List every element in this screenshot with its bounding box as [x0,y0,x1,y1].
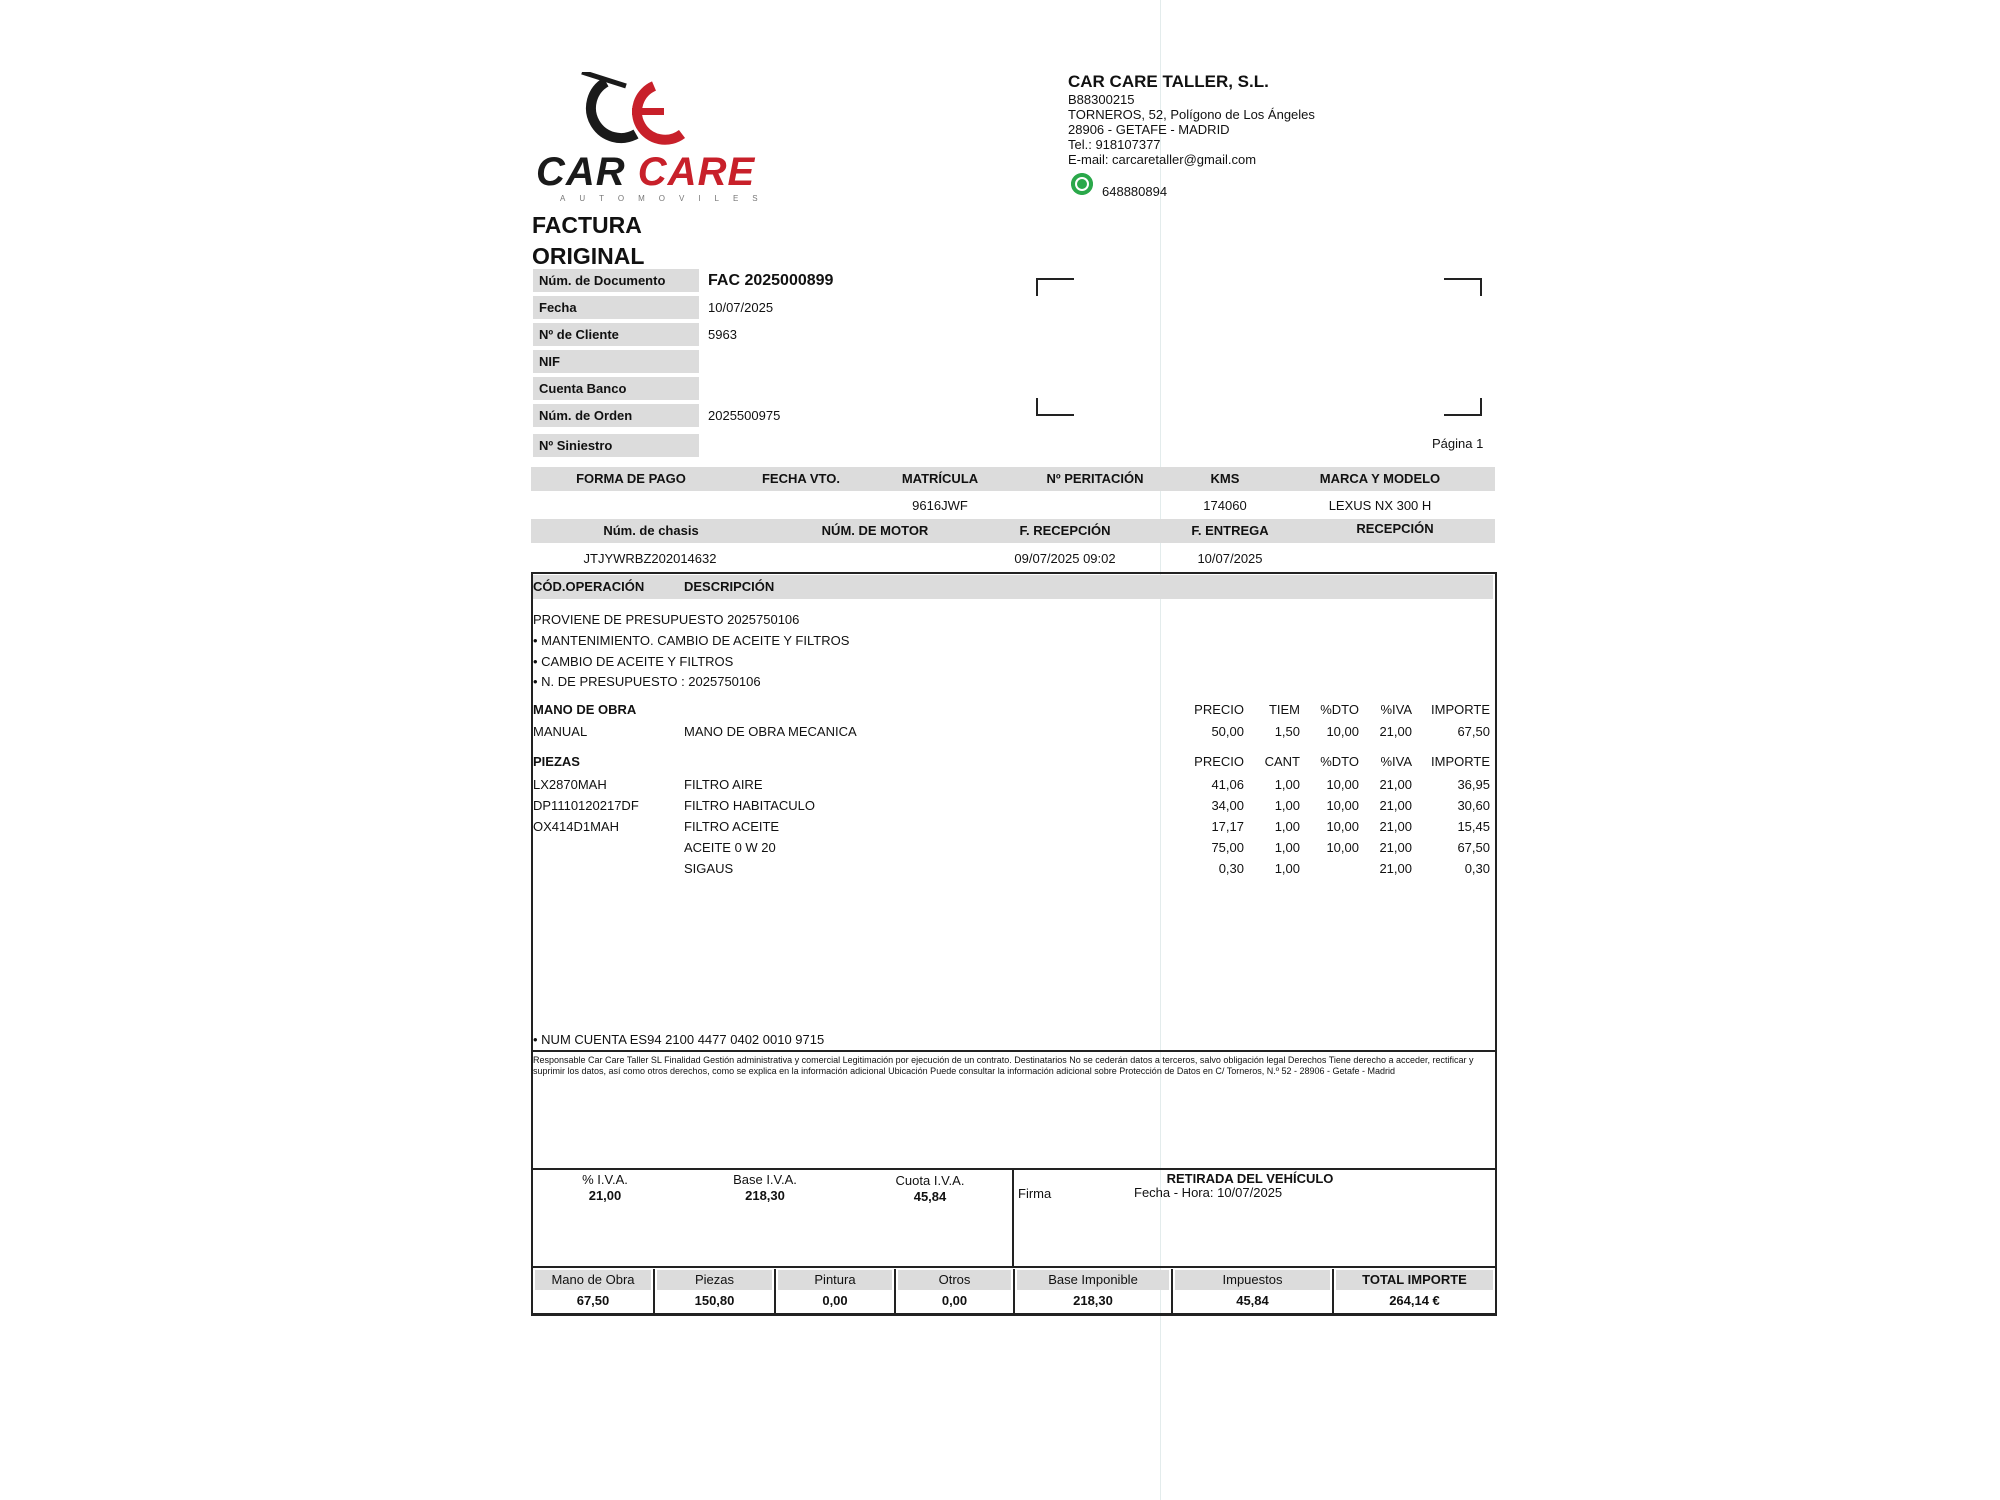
row-importe: 0,30 [1464,861,1490,876]
total-value: 218,30 [1073,1293,1113,1308]
total-cell-piezas [653,1269,774,1313]
total-cell-mano-obra [531,1269,653,1313]
row-code: LX2870MAH [533,777,607,792]
vat-base-label: Base I.V.A. [733,1172,797,1187]
row-precio: 50,00 [1211,724,1244,739]
divider [531,1050,1497,1052]
title-line-1: FACTURA [532,212,642,238]
total-label: Pintura [778,1270,892,1290]
row-precio: 17,17 [1211,819,1244,834]
row-desc: FILTRO HABITACULO [684,798,815,813]
company-email: E-mail: carcaretaller@gmail.com [1068,152,1257,167]
vat-pct-label: % I.V.A. [582,1172,628,1187]
chassis-value-chasis: JTJYWRBZ202014632 [583,551,717,566]
row-iva: 21,00 [1379,819,1412,834]
total-label: TOTAL IMPORTE [1336,1270,1493,1290]
row-desc: SIGAUS [684,861,734,876]
divider [1012,1168,1014,1266]
total-label: Base Imponible [1017,1270,1169,1290]
vat-cuota-label: Cuota I.V.A. [895,1173,965,1188]
address-corner-tl [1036,278,1074,296]
vat-pct-value: 21,00 [588,1188,622,1203]
parts-col-cantidad: CANT [1264,754,1300,769]
vehicle-col-forma-pago: FORMA DE PAGO [576,471,686,486]
row-dto: 10,00 [1326,819,1359,834]
field-value-orden: 2025500975 [708,408,781,423]
chassis-col-chasis: Núm. de chasis [603,523,699,538]
total-value: 45,84 [1236,1293,1269,1308]
chassis-col-motor: NÚM. DE MOTOR [821,523,929,538]
field-value-fecha: 10/07/2025 [708,300,774,315]
address-corner-tr [1444,278,1482,296]
note-line: • N. DE PRESUPUESTO : 2025750106 [533,674,761,689]
row-iva: 21,00 [1379,777,1412,792]
address-corner-bl [1036,398,1074,416]
company-address-2: 28906 - GETAFE - MADRID [1068,122,1230,137]
row-desc: ACEITE 0 W 20 [684,840,776,855]
labor-col-iva: %IVA [1380,702,1412,717]
row-precio: 34,00 [1211,798,1244,813]
address-corner-br [1444,398,1482,416]
note-line: • CAMBIO DE ACEITE Y FILTROS [533,654,734,669]
field-label-documento: Núm. de Documento [533,269,699,292]
note-line: PROVIENE DE PRESUPUESTO 2025750106 [533,612,800,627]
ops-col-descripcion: DESCRIPCIÓN [684,579,775,594]
company-address-1: TORNEROS, 52, Polígono de Los Ángeles [1068,107,1315,122]
field-label-fecha: Fecha [533,296,699,319]
row-qty: 1,00 [1274,840,1300,855]
row-iva: 21,00 [1379,861,1412,876]
account-note: • NUM CUENTA ES94 2100 4477 0402 0010 9715 [533,1032,825,1047]
page-number: Página 1 [1432,436,1484,451]
row-iva: 21,00 [1379,840,1412,855]
logo-subtext: AUTOMOVILES [560,194,772,203]
field-value-cliente: 5963 [708,327,737,342]
field-label-siniestro: Nº Siniestro [533,434,699,457]
total-value: 67,50 [576,1293,610,1308]
row-code: DP1110120217DF [533,798,639,813]
field-label-cuenta: Cuenta Banco [533,377,699,400]
parts-col-precio: PRECIO [1194,754,1244,769]
field-label-cliente: Nº de Cliente [533,323,699,346]
row-importe: 36,95 [1457,777,1490,792]
company-tel: Tel.: 918107377 [1068,137,1161,152]
row-dto: 10,00 [1326,724,1359,739]
row-importe: 67,50 [1457,724,1490,739]
row-importe: 15,45 [1457,819,1490,834]
total-cell-impuestos [1171,1269,1332,1313]
row-desc: FILTRO ACEITE [684,819,780,834]
row-qty: 1,50 [1274,724,1300,739]
total-cell-base-imponible [1013,1269,1171,1313]
field-label-nif: NIF [533,350,699,373]
row-dto: 10,00 [1326,798,1359,813]
total-cell-pintura [774,1269,894,1313]
row-code: OX414D1MAH [533,819,619,834]
labor-col-precio: PRECIO [1194,702,1244,717]
row-qty: 1,00 [1274,861,1300,876]
labor-col-importe: IMPORTE [1431,702,1490,717]
legal-notice: Responsable Car Care Taller SL Finalidad Gestión administrativa y comercial Legitimación por ejecución de un contrato. Destinatarios No se cederán datos a terceros, salvo obligación legal Derechos Tiene derecho a acceder, rectificar y suprimir los datos, así como otros derechos, como se explica en la información adicional Ubicación Puede consultar la información adicional sobre Protección de Datos en C/ Torneros, N.º 52 - 28906 - Getafe - Madrid [533,1055,1474,1076]
row-importe: 67,50 [1457,840,1490,855]
labor-col-tiempo: TIEM [1268,702,1300,717]
total-label: Mano de Obra [535,1270,651,1290]
vehicle-col-matricula: MATRÍCULA [901,471,979,486]
vehicle-value-kms: 174060 [1203,498,1247,513]
whatsapp-icon [1071,173,1093,195]
chassis-value-entrega: 10/07/2025 [1197,551,1263,566]
vat-base-value: 218,30 [745,1188,785,1203]
parts-col-dto: %DTO [1320,754,1359,769]
grand-total-value: 264,14 € [1389,1293,1440,1308]
total-label: Impuestos [1175,1270,1330,1290]
whatsapp-number: 648880894 [1102,184,1168,199]
row-desc: FILTRO AIRE [684,777,763,792]
company-cif: B88300215 [1068,92,1135,107]
row-precio: 0,30 [1218,861,1244,876]
divider [531,1266,1497,1268]
company-info [1068,72,1315,167]
total-value: 0,00 [941,1293,968,1308]
note-line: • MANTENIMIENTO. CAMBIO DE ACEITE Y FILTROS [533,633,850,648]
logo-word-care: CARE [637,150,756,194]
total-value: 150,80 [694,1293,735,1308]
row-dto: 10,00 [1326,777,1359,792]
vat-cuota-value: 45,84 [913,1189,947,1204]
row-precio: 75,00 [1211,840,1244,855]
row-qty: 1,00 [1274,798,1300,813]
vehicle-value-modelo: LEXUS NX 300 H [1328,498,1432,513]
logo-wordmark [536,150,755,195]
divider [531,1313,1497,1315]
parts-col-iva: %IVA [1380,754,1412,769]
vehicle-col-kms: KMS [1210,471,1240,486]
retirada-fecha: Fecha - Hora: 10/07/2025 [1134,1185,1283,1200]
company-name: CAR CARE TALLER, S.L. [1068,72,1269,91]
row-desc: MANO DE OBRA MECANICA [684,724,857,739]
row-code: MANUAL [533,724,588,739]
field-value-documento: FAC 2025000899 [708,272,834,289]
chassis-col-entrega: F. ENTREGA [1191,523,1269,538]
vehicle-value-matricula: 9616JWF [912,498,968,513]
row-qty: 1,00 [1274,777,1300,792]
parts-section-title: PIEZAS [533,754,580,769]
document-title [532,210,644,272]
row-precio: 41,06 [1211,777,1244,792]
chassis-col-recepcion: F. RECEPCIÓN [1019,523,1111,538]
vehicle-col-fecha-vto: FECHA VTO. [761,471,840,486]
total-cell-otros [894,1269,1013,1313]
title-line-2: ORIGINAL [532,243,645,269]
row-dto: 10,00 [1326,840,1359,855]
total-label: Otros [898,1270,1011,1290]
total-cell-total-importe [1332,1269,1497,1313]
total-label: Piezas [657,1270,772,1290]
chassis-value-recepcion: 09/07/2025 09:02 [1014,551,1116,566]
divider [531,1168,1497,1170]
row-qty: 1,00 [1274,819,1300,834]
vehicle-col-marca-modelo: MARCA Y MODELO [1319,471,1441,486]
labor-col-dto: %DTO [1320,702,1359,717]
retirada-title: RETIRADA DEL VEHÍCULO [1166,1171,1334,1186]
field-label-orden: Núm. de Orden [533,404,699,427]
chassis-col-recepcion-2: RECEPCIÓN [1356,521,1434,536]
row-iva: 21,00 [1379,724,1412,739]
row-importe: 30,60 [1457,798,1490,813]
row-iva: 21,00 [1379,798,1412,813]
vehicle-col-peritacion: Nº PERITACIÓN [1046,471,1144,486]
logo-word-car: CAR [536,150,626,194]
operations-header-bar [533,575,1493,599]
parts-col-importe: IMPORTE [1431,754,1490,769]
retirada-firma: Firma [1018,1186,1052,1201]
ops-col-codigo: CÓD.OPERACIÓN [533,579,645,594]
total-value: 0,00 [822,1293,848,1308]
labor-section-title: MANO DE OBRA [533,702,637,717]
